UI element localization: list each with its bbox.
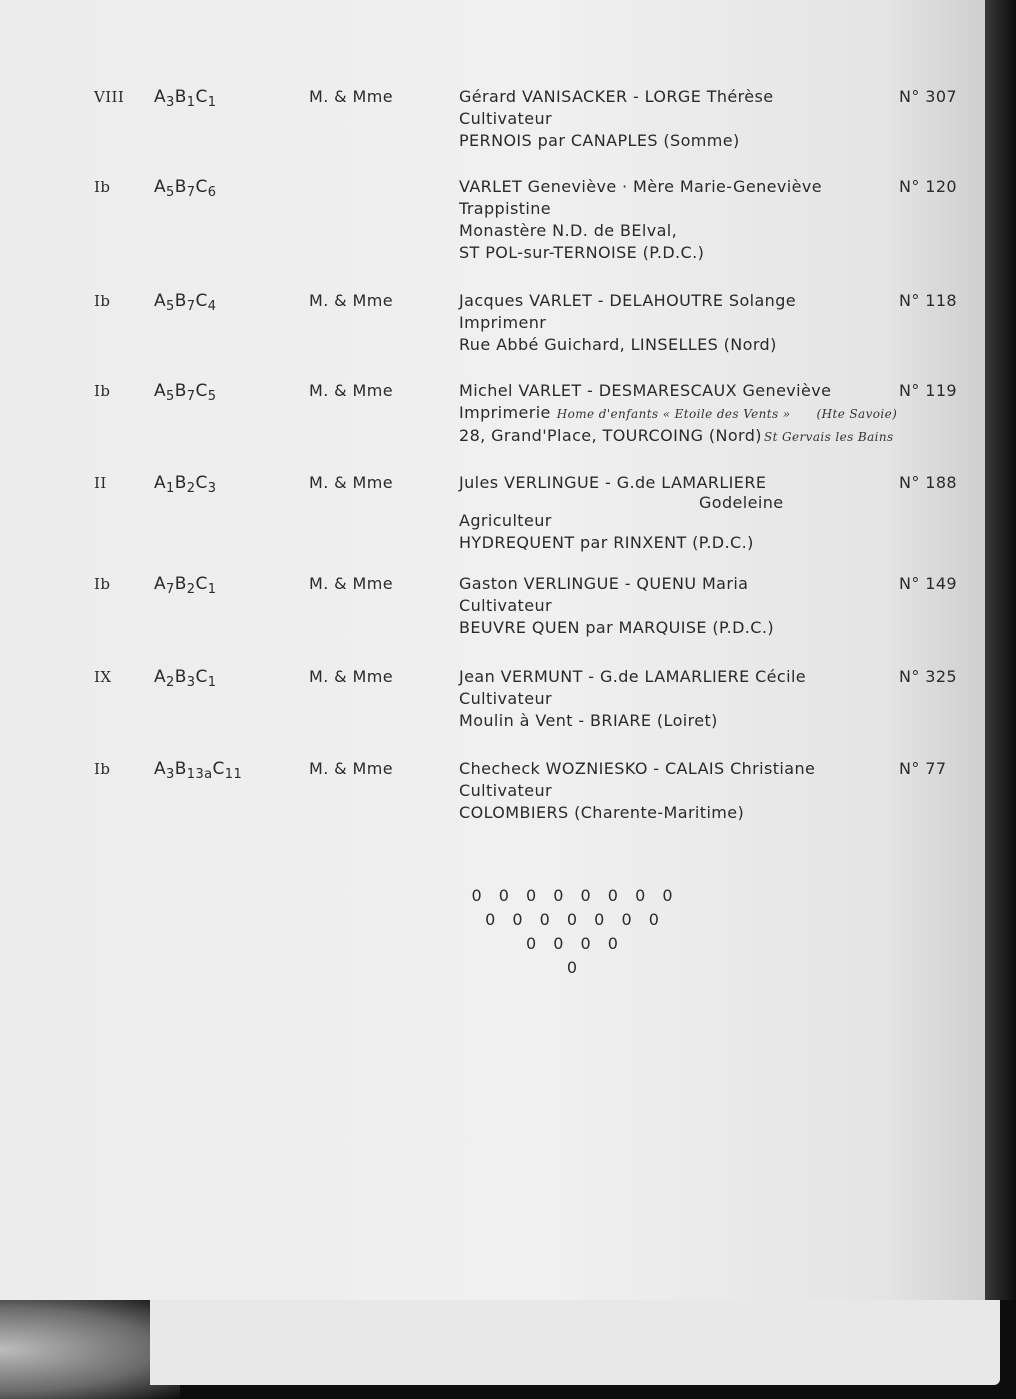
- code-letter: B: [174, 381, 187, 401]
- entry-names: Gaston VERLINGUE - QUENU Maria: [459, 574, 749, 593]
- generation-numeral: VIII: [94, 88, 125, 106]
- code-index: 1: [166, 481, 175, 496]
- code-letter: C: [195, 667, 208, 687]
- code-index: 7: [166, 582, 175, 597]
- code-letter: A: [154, 87, 167, 107]
- code-index: 5: [166, 389, 175, 404]
- code-letter: C: [195, 574, 208, 594]
- code-index: 2: [166, 675, 175, 690]
- code-index: 7: [186, 185, 196, 200]
- lineage-code: [154, 380, 216, 404]
- code-letter: A: [154, 667, 167, 687]
- code-index: 3: [186, 675, 196, 690]
- entry-names: Jacques VARLET - DELAHOUTRE Solange: [459, 291, 797, 310]
- entry-line-text: Monastère N.D. de BElval,: [459, 221, 678, 240]
- code-letter: B: [174, 667, 187, 687]
- entry-line: [459, 334, 796, 356]
- code-letter: A: [154, 177, 167, 197]
- code-letter: B: [174, 574, 187, 594]
- code-index: 13a: [186, 767, 213, 782]
- entry-number: N° 149: [899, 574, 957, 593]
- entry-names: Jean VERMUNT - G.de LAMARLIERE Cécile: [459, 667, 807, 686]
- entry-number: N° 119: [899, 381, 957, 400]
- generation-numeral: Ib: [94, 575, 111, 593]
- honorific: M. & Mme: [309, 291, 393, 310]
- generation-numeral: Ib: [94, 178, 111, 196]
- lineage-code: [154, 666, 216, 690]
- code-letter: A: [154, 291, 167, 311]
- code-letter: B: [174, 759, 187, 779]
- lineage-code: [154, 86, 216, 110]
- handwritten-note: Home d'enfants « Etoile des Vents »: [556, 407, 791, 421]
- code-letter: B: [174, 177, 187, 197]
- code-letter: A: [154, 381, 167, 401]
- entry-body: [459, 380, 897, 448]
- code-index: 6: [207, 185, 217, 200]
- entry-number: N° 325: [899, 667, 957, 686]
- entry-line: [459, 802, 815, 824]
- entry-line-text: PERNOIS par CANAPLES (Somme): [459, 131, 740, 150]
- generation-numeral: Ib: [94, 760, 111, 778]
- entry-line: [459, 242, 822, 264]
- entry-body: [459, 758, 815, 824]
- entry-line: [459, 688, 806, 710]
- code-letter: B: [174, 291, 187, 311]
- code-letter: A: [154, 574, 167, 594]
- entry-body: [459, 472, 784, 554]
- entry-line-text: Imprimenr: [459, 313, 547, 332]
- code-index: 3: [166, 95, 175, 110]
- entry-body: [459, 86, 774, 152]
- entry-line-text: 28, Grand'Place, TOURCOING (Nord): [459, 426, 762, 445]
- entry-line: [459, 312, 796, 334]
- entry-line-text: Rue Abbé Guichard, LINSELLES (Nord): [459, 335, 777, 354]
- footer-ornament: [450, 884, 700, 980]
- honorific: M. & Mme: [309, 473, 393, 492]
- entry-body: [459, 573, 774, 639]
- code-index: 5: [166, 185, 175, 200]
- lineage-code: [154, 573, 216, 597]
- code-index: 4: [207, 299, 217, 314]
- code-letter: A: [154, 759, 167, 779]
- code-letter: C: [195, 473, 208, 493]
- entry-line: [459, 532, 784, 554]
- code-index: 1: [186, 95, 196, 110]
- code-index: 2: [186, 582, 196, 597]
- code-letter: C: [195, 87, 208, 107]
- entry-line: [459, 425, 897, 448]
- entry-line-text: Moulin à Vent - BRIARE (Loiret): [459, 711, 718, 730]
- entry-line-text: Cultivateur: [459, 109, 552, 128]
- entry-line: [459, 220, 822, 242]
- honorific: M. & Mme: [309, 574, 393, 593]
- scan-bottom-edge: [0, 1300, 1016, 1399]
- entry-subname: Godeleine: [699, 493, 784, 512]
- entry-line-text: HYDREQUENT par RINXENT (P.D.C.): [459, 533, 754, 552]
- code-letter: C: [195, 381, 208, 401]
- lineage-code: [154, 758, 242, 782]
- entry-line-text: Trappistine: [459, 199, 552, 218]
- generation-numeral: Ib: [94, 382, 111, 400]
- code-letter: C: [195, 291, 208, 311]
- entry-names: VARLET Geneviève · Mère Marie-Geneviève: [459, 177, 822, 196]
- code-index: 11: [224, 767, 243, 782]
- entry-line-text: Cultivateur: [459, 781, 552, 800]
- entry-line-text: ST POL-sur-TERNOISE (P.D.C.): [459, 243, 705, 262]
- honorific: M. & Mme: [309, 667, 393, 686]
- entry-line-text: Cultivateur: [459, 596, 552, 615]
- generation-numeral: II: [94, 474, 107, 492]
- code-index: 1: [207, 95, 217, 110]
- entry-names: Jules VERLINGUE - G.de LAMARLIERE: [459, 473, 767, 492]
- entry-line-text: COLOMBIERS (Charente-Maritime): [459, 803, 745, 822]
- entry-number: N° 307: [899, 87, 957, 106]
- entry-names: Michel VARLET - DESMARESCAUX Geneviève: [459, 381, 832, 400]
- entry-number: N° 77: [899, 759, 947, 778]
- entry-body: [459, 666, 806, 732]
- entry-line: [459, 130, 774, 152]
- ornament-line: 0: [566, 958, 584, 977]
- code-index: 7: [186, 389, 196, 404]
- entry-line: [459, 710, 806, 732]
- entry-line-text: Agriculteur: [459, 511, 552, 530]
- honorific: M. & Mme: [309, 381, 393, 400]
- entry-line: [459, 780, 815, 802]
- code-index: 5: [207, 389, 217, 404]
- entry-line-text: BEUVRE QUEN par MARQUISE (P.D.C.): [459, 618, 774, 637]
- handwritten-note: (Hte Savoie): [816, 407, 898, 421]
- entry-line-text: Imprimerie: [459, 403, 551, 422]
- generation-numeral: Ib: [94, 292, 111, 310]
- code-index: 1: [207, 675, 217, 690]
- entry-number: N° 188: [899, 473, 957, 492]
- ornament-line: 0 0 0 0: [526, 934, 624, 953]
- ornament-line: 0 0 0 0 0 0 0: [485, 910, 665, 929]
- handwritten-note: St Gervais les Bains: [763, 430, 894, 444]
- entry-line: [459, 198, 822, 220]
- entry-names: Checheck WOZNIESKO - CALAIS Christiane: [459, 759, 816, 778]
- code-index: 7: [186, 299, 196, 314]
- code-letter: C: [195, 177, 208, 197]
- lineage-code: [154, 290, 216, 314]
- entry-line: [459, 402, 897, 425]
- code-index: 3: [207, 481, 217, 496]
- code-index: 5: [166, 299, 175, 314]
- entry-number: N° 120: [899, 177, 957, 196]
- entry-body: [459, 176, 822, 264]
- honorific: M. & Mme: [309, 87, 393, 106]
- code-letter: B: [174, 473, 187, 493]
- page-edge-shadow: [985, 0, 1016, 1340]
- lineage-code: [154, 176, 216, 200]
- ornament-line: 0 0 0 0 0 0 0 0: [471, 886, 679, 905]
- generation-numeral: IX: [94, 668, 112, 686]
- entry-names: Gérard VANISACKER - LORGE Thérèse: [459, 87, 774, 106]
- entry-line: [459, 595, 774, 617]
- code-index: 3: [166, 767, 175, 782]
- lineage-code: [154, 472, 216, 496]
- code-letter: C: [212, 759, 225, 779]
- page-fold: [150, 1300, 1000, 1385]
- code-index: 2: [186, 481, 196, 496]
- code-index: 1: [207, 582, 217, 597]
- entry-number: N° 118: [899, 291, 957, 310]
- honorific: M. & Mme: [309, 759, 393, 778]
- code-letter: B: [174, 87, 187, 107]
- entry-body: [459, 290, 796, 356]
- entry-line: [459, 108, 774, 130]
- code-letter: A: [154, 473, 167, 493]
- entry-line: [459, 617, 774, 639]
- entry-line-text: Cultivateur: [459, 689, 552, 708]
